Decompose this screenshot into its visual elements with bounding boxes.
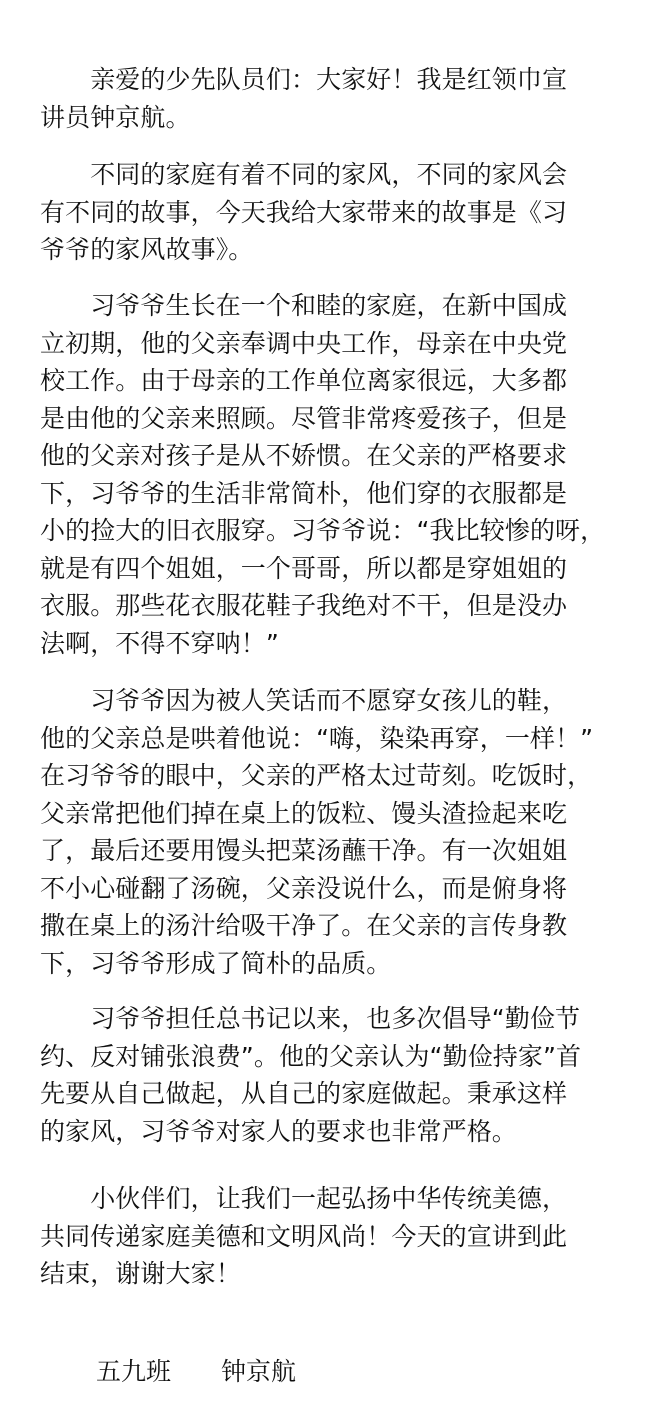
paragraph-line: 小的捡大的旧衣服穿。习爷爷说：“我比较惨的呀， bbox=[40, 516, 606, 545]
paragraph-line: 就是有四个姐姐，一个哥哥，所以都是穿姐姐的 bbox=[40, 553, 568, 583]
paragraph-family-background bbox=[40, 287, 605, 662]
paragraph-line: 爷爷的家风故事》。 bbox=[40, 235, 254, 264]
paragraph-line: 共同传递家庭美德和文明风尚！今天的宣讲到此 bbox=[40, 1221, 568, 1251]
paragraph-closing bbox=[40, 1180, 567, 1293]
paragraph-line: 的家风，习爷爷对家人的要求也非常严格。 bbox=[40, 1116, 517, 1146]
paragraph-line: 不小心碰翻了汤碗，父亲没说什么，而是俯身将 bbox=[40, 873, 568, 903]
paragraph-line: 习爷爷因为被人笑话而不愿穿女孩儿的鞋， bbox=[40, 686, 568, 715]
paragraph-line: 法啊，不得不穿呐！” bbox=[40, 628, 279, 658]
paragraph-line: 小伙伴们，让我们一起弘扬中华传统美德， bbox=[40, 1184, 568, 1213]
paragraph-line: 在习爷爷的眼中，父亲的严格太过苛刻。吃饭时， bbox=[40, 761, 593, 790]
paragraph-line: 撒在桌上的汤汁给吸干净了。在父亲的言传身教 bbox=[40, 911, 568, 940]
paragraph-line: 他的父亲对孩子是从不娇惯。在父亲的严格要求 bbox=[40, 441, 568, 470]
paragraph-line: 校工作。由于母亲的工作单位离家很远，大多都 bbox=[40, 366, 568, 395]
paragraph-line: 了，最后还要用馒头把菜汤蘸干净。有一次姐姐 bbox=[40, 836, 568, 865]
paragraph-line: 父亲常把他们掉在桌上的饭粒、馒头渣捡起来吃 bbox=[40, 798, 568, 828]
paragraph-greeting bbox=[40, 61, 567, 136]
paragraph-father-strictness bbox=[40, 682, 593, 982]
paragraph-line: 衣服。那些花衣服花鞋子我绝对不干，但是没办 bbox=[40, 591, 568, 620]
paragraph-line: 讲员钟京航。 bbox=[40, 102, 191, 132]
paragraph-introduction bbox=[40, 156, 567, 269]
signature bbox=[96, 1354, 296, 1390]
paragraph-line: 习爷爷生长在一个和睦的家庭，在新中国成 bbox=[40, 291, 568, 320]
paragraph-line: 下，习爷爷的生活非常简朴，他们穿的衣服都是 bbox=[40, 478, 568, 508]
class-name: 五九班 bbox=[96, 1357, 172, 1386]
paragraph-line: 立初期，他的父亲奉调中央工作，母亲在中央党 bbox=[40, 328, 568, 358]
paragraph-line: 下，习爷爷形成了简朴的品质。 bbox=[40, 948, 392, 978]
paragraph-line: 亲爱的少先队员们：大家好！我是红领巾宣 bbox=[40, 65, 568, 94]
author-name: 钟京航 bbox=[220, 1357, 296, 1386]
paragraph-line: 有不同的故事，今天我给大家带来的故事是《习 bbox=[40, 197, 568, 227]
paragraph-frugality bbox=[40, 1000, 581, 1150]
paragraph-line: 是由他的父亲来照顾。尽管非常疼爱孩子，但是 bbox=[40, 403, 568, 433]
paragraph-line: 结束，谢谢大家！ bbox=[40, 1259, 241, 1288]
paragraph-line: 先要从自己做起，从自己的家庭做起。秉承这样 bbox=[40, 1079, 568, 1108]
paragraph-line: 他的父亲总是哄着他说：“嗨，染染再穿，一样！” bbox=[40, 723, 594, 753]
paragraph-line: 习爷爷担任总书记以来，也多次倡导“勤俭节 bbox=[40, 1004, 581, 1033]
paragraph-line: 约、反对铺张浪费”。他的父亲认为“勤俭持家”首 bbox=[40, 1041, 582, 1071]
paragraph-line: 不同的家庭有着不同的家风，不同的家风会 bbox=[40, 160, 568, 189]
